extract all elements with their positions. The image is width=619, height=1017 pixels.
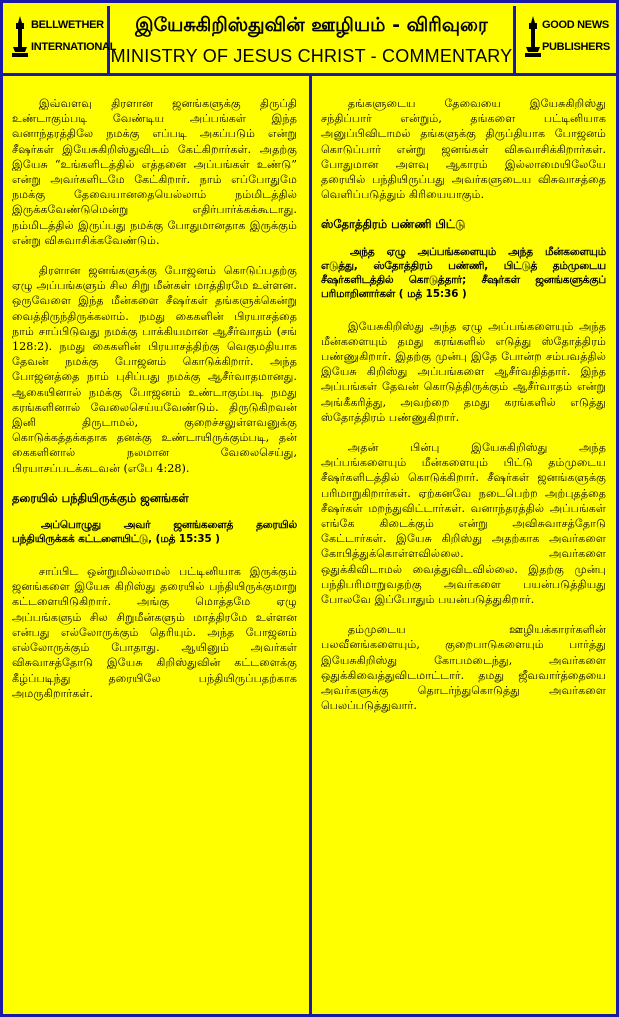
right-column — [312, 84, 612, 1009]
right-verse-quote: அந்த ஏழு அப்பங்களையும் அந்த மீன்களையும் எடுத்து, ஸ்தோத்திரம் பண்ணி, பிட்டுத் தம்முடைய சீஷர்களிடத்தில் கொடுத்தார்; சீஷர்கள் ஜனங்களுக்குப் பரிமாறினார்கள் ( மத் 15:36 ) — [321, 245, 606, 300]
bellwether-logo — [3, 6, 117, 76]
lamp-icon — [524, 14, 542, 58]
left-column — [3, 84, 303, 1009]
title-box — [110, 6, 516, 76]
right-paragraph-2: இயேசுகிறிஸ்து அந்த ஏழு அப்பங்களையும் அந்த மீன்களையும் தமது கரங்களில் எடுத்து ஸ்தோத்திரம் பண்ணுகிறார். இதற்கு முன்பு இதே போன்ற சம்பவத்தில் இயேசு கிறிஸ்து அப்பங்களை ஆசீர்வதித்தார். இந்த அப்பங்கள் தேவன் கொடுத்திருக்கும் ஆசீர்வாதம் என்று அங்கீகரித்து, அவற்றை தமது கரங்களில் எடுத்து ஸ்தோத்திரம் பண்ணுகிறார். — [321, 319, 606, 424]
page-title-english: MINISTRY OF JESUS CHRIST - COMMENTARY — [110, 46, 513, 66]
good-news-line1: GOOD NEWS — [542, 19, 609, 31]
right-paragraph-4: தம்முடைய ஊழியக்காரர்களின் பலவீனங்களையும், குறைபாடுகளையும் பார்த்து இயேசுகிறிஸ்து கோபமடைந்து, அவர்களை ஒதுக்கிவைத்துவிடமாட்டார். தமது ஜீவவார்த்தையை அவர்களுக்கு தொடர்ந்துகொடுத்து அவர்களை பெலப்படுத்துவார். — [321, 623, 606, 713]
bellwether-line1: BELLWETHER — [31, 19, 104, 31]
right-paragraph-1: தங்களுடைய தேவையை இயேசுகிறிஸ்து சந்திப்பார் என்றும், தங்களை பட்டினியாக அனுப்பிவிடாமல் தங்களுக்கு திருப்தியாக போஜனம் கொடுப்பார் என்று ஜனங்கள் விசுவாசிக்கிறார்கள். போதுமான அளவு ஆகாரம் இல்லாமையிலேயே தரையில் பந்தியிருப்பது அவர்களுடைய விசுவாசத்தை வெளிப்படுத்தும் கிரியையாகும். — [321, 97, 606, 202]
lamp-icon — [11, 14, 29, 58]
good-news-logo-text — [542, 14, 610, 58]
left-paragraph-1: இவ்வளவு திரளான ஜனங்களுக்கு திருப்தி உண்டாகும்படி வேண்டிய அப்பங்கள் இந்த வனாந்தரத்திலே நமக்கு எப்படி அகப்படும் என்று சீஷர்கள் இயேசுகிறிஸ்துவிடம் கேட்கிறார்கள். அதற்கு இயேசு “உங்களிடத்தில் எத்தனை அப்பங்கள் உண்டு” என்று அவர்களிடமே கேட்கிறார். நாம் எப்போதுமே நமக்கு தேவையானதையெல்லாம் நம்மிடத்தில் இருக்கவேண்டுமென்று எதிர்பார்க்கக்கூடாது. நம்மிடத்தில் இருப்பது நமக்கு போதுமானதாக இருக்கும் என்று விசுவாசிக்கவேண்டும். — [12, 97, 297, 247]
right-paragraph-3: அதன் பின்பு இயேசுகிறிஸ்து அந்த அப்பங்களையும் மீன்களையும் பிட்டு தம்முடைய சீஷர்களிடத்தில் கொடுக்கிறார். சீஷர்கள் ஜனங்களுக்கு பரிமாறுகிறார்கள். ஏற்கனவே நடைபெற்ற அற்புதத்தை சீஷர்கள் மறந்துவிட்டார்கள். வனாந்தரத்தில் அப்பங்கள் எங்கே கிடைக்கும் என்று அவிசுவாசத்தோடு கேட்டார்கள். இயேசு கிறிஸ்து அதற்காக அவர்களை கோபித்துக்கொள்ளவில்லை. அவர்களை ஒதுக்கிவிடாமல் வைத்துவிடவில்லை. இதற்கு முன்பு பந்திபரிமாறுவதற்கு அவர்களை பயன்படுத்தியது போலவே இப்போதும் பயன்படுத்துகிறார். — [321, 441, 606, 607]
left-paragraph-3: சாப்பிட ஒன்றுமில்லாமல் பட்டினியாக இருக்கும் ஜனங்களை இயேசு கிறிஸ்து தரையில் பந்தியிருக்குமாறு கட்டளையிடுகிறார். அங்கு மொத்தமே ஏழு அப்பங்களும் சில சிறுமீன்களும் மாத்திரமே உள்ளன என்பது எல்லோருக்கும் தெரியும். அந்த போஜனம் எல்லோருக்கும் போதாது. ஆயினும் அவர்கள் விசுவாசத்தோடு இயேசு கிறிஸ்துவின் கட்டளைக்கு கீழ்ப்படிந்து தரையிலே பந்தியிருப்பதற்காக அமருகிறார்கள். — [12, 565, 297, 700]
left-verse-quote: அப்பொழுது அவர் ஜனங்களைத் தரையில் பந்தியிருக்கக் கட்டளையிட்டு, (மத் 15:35 ) — [12, 519, 297, 546]
bellwether-logo-text — [31, 14, 116, 58]
good-news-line2: PUBLISHERS — [542, 41, 610, 53]
page-header — [0, 0, 619, 76]
page-title-tamil: இயேசுகிறிஸ்துவின் ஊழியம் - விரிவுரை — [135, 14, 488, 36]
right-section-heading: ஸ்தோத்திரம் பண்ணி பிட்டு — [321, 217, 466, 232]
good-news-logo — [516, 6, 616, 76]
bellwether-line2: INTERNATIONAL — [31, 41, 117, 53]
left-paragraph-2: திரளான ஜனங்களுக்கு போஜனம் கொடுப்பதற்கு ஏழு அப்பங்களும் சில சிறு மீன்கள் மாத்திரமே உள்ளன. ஒருவேளை இந்த மீன்களை சீஷர்கள் தங்களுக்கென்று வைத்திருந்திருக்கலாம். நமது கைகளின் பிரயாசத்தை நாம் சாப்பிடுவது நமக்கு பாக்கியமான ஆசீர்வாதம் (சங் 128:2). நமது கைகளின் பிரயாசத்திற்கு வெகுமதியாக தேவன் நமக்கு போஜனம் கொடுக்கிறார். அந்த போஜனத்தை நாம் புசிப்பது நமக்கு ஆசீர்வாதமானது. ஆகையினால் நமக்கு போஜனம் உண்டாகும்படி நமது கரங்களினால் வேலைசெய்யவேண்டும். திருடுகிறவன் இனி திருடாமல், குறைச்சலுள்ளவனுக்கு கொடுக்கத்தக்கதாக தனக்கு உண்டாயிருக்கும்படி, தன் கைகளினால் நலமான வேலைசெய்து, பிரயாசப்படக்கடவன் (எபே 4:28). — [12, 264, 297, 475]
left-section-heading: தரையில் பந்தியிருக்கும் ஜனங்கள் — [12, 490, 189, 505]
